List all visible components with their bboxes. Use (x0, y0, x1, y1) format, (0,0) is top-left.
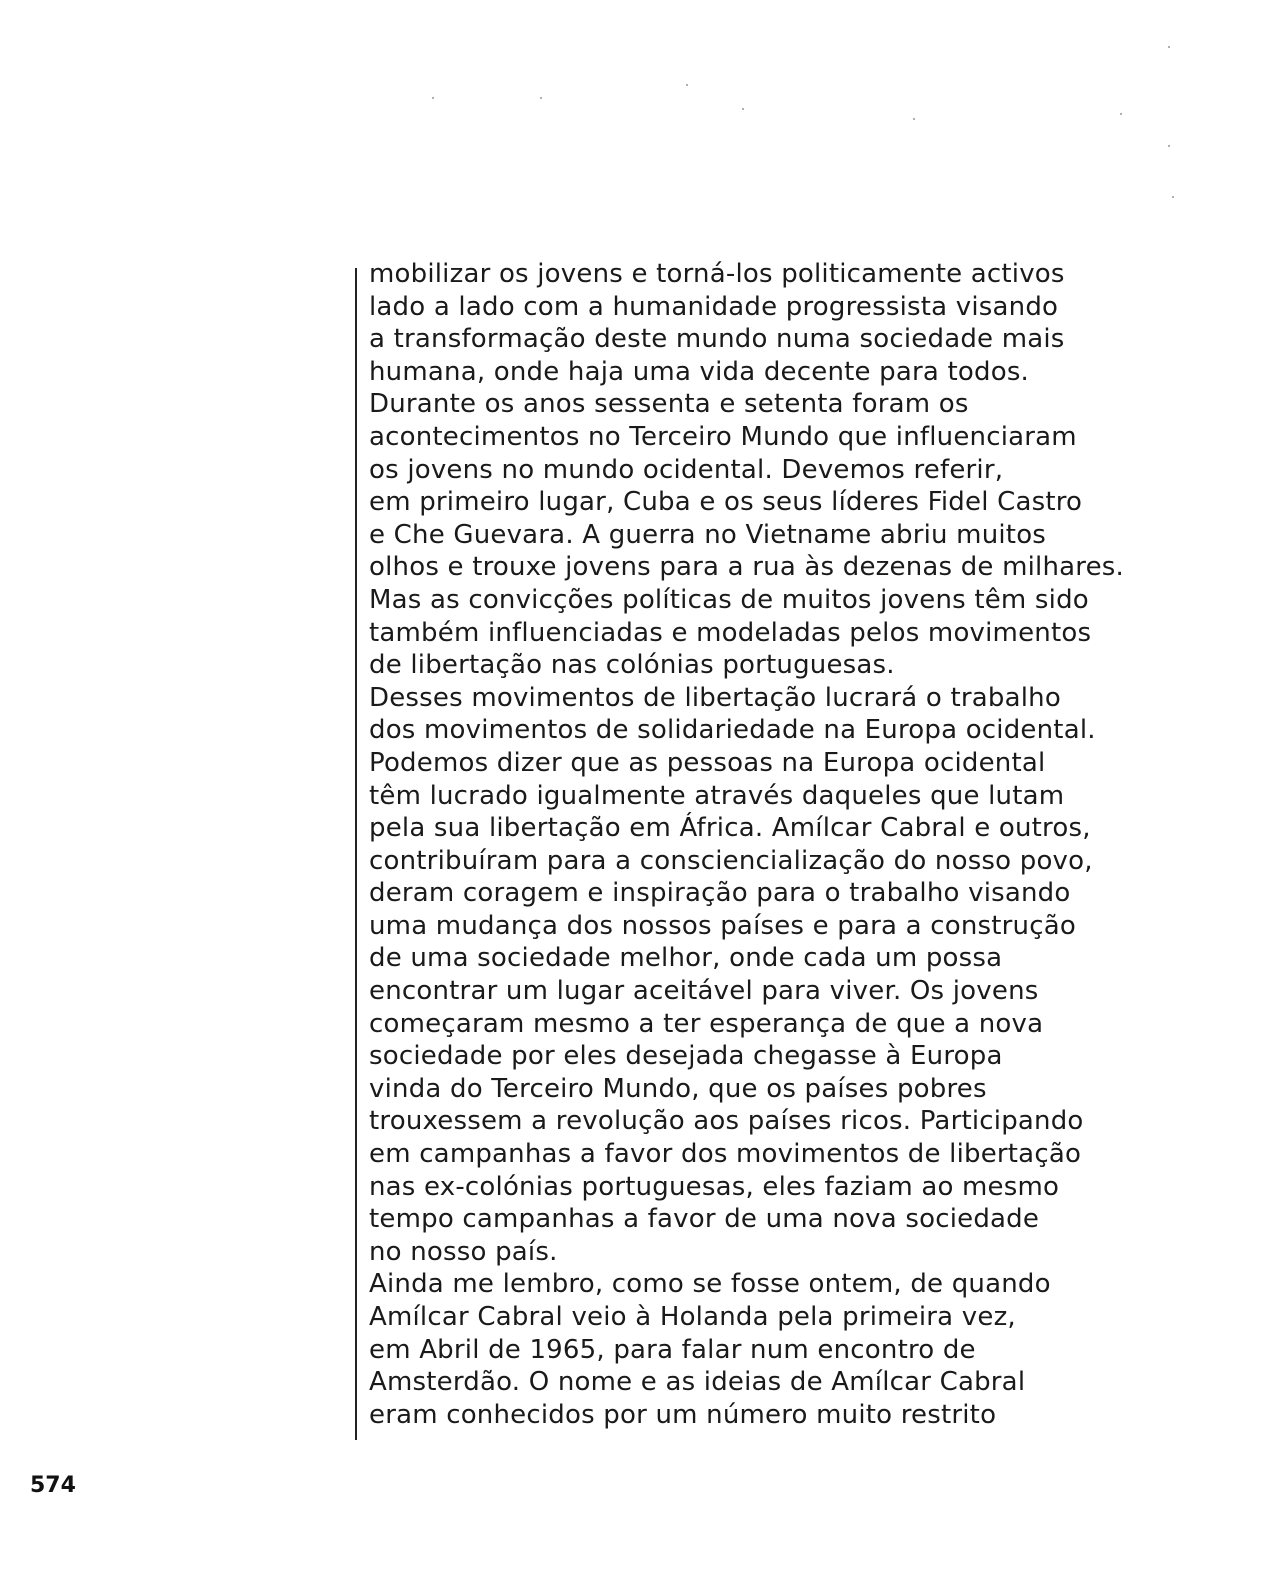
text-line: eram conhecidos por um número muito restrito (369, 1399, 997, 1430)
text-line: contribuíram para a consciencialização do nosso povo, (369, 845, 1093, 876)
scan-speck (686, 84, 688, 86)
text-line: Amsterdão. O nome e as ideias de Amílcar Cabral (369, 1367, 1026, 1398)
text-line: Amílcar Cabral veio à Holanda pela primeira vez, (369, 1302, 1016, 1332)
scan-speck (1168, 46, 1170, 48)
text-line: começaram mesmo a ter esperança de que a nova (369, 1008, 1044, 1039)
text-line: olhos e trouxe jovens para a rua às dezenas de milhares. (369, 552, 1125, 583)
text-line: em primeiro lugar, Cuba e os seus líderes Fidel Castro (369, 487, 1083, 518)
scan-speck (1172, 196, 1174, 198)
text-line: deram coragem e inspiração para o trabalho visando (369, 878, 1071, 909)
body-text (369, 258, 1219, 1431)
text-line: e Che Guevara. A guerra no Vietname abriu muitos (369, 519, 1047, 550)
text-line: no nosso país. (369, 1236, 558, 1267)
text-line: trouxessem a revolução aos países ricos. Participando (369, 1106, 1084, 1137)
text-line: em Abril de 1965, para falar num encontro de (369, 1334, 976, 1365)
text-line: mobilizar os jovens e torná-los politicamente activos (369, 259, 1065, 289)
text-line: Ainda me lembro, como se fosse ontem, de quando (369, 1269, 1051, 1300)
text-line: os jovens no mundo ocidental. Devemos referir, (369, 454, 1004, 485)
text-line: a transformação deste mundo numa sociedade mais (369, 324, 1065, 355)
scan-speck (913, 118, 915, 120)
text-line: nas ex-colónias portuguesas, eles faziam ao mesmo (369, 1171, 1060, 1202)
text-line: vinda do Terceiro Mundo, que os países pobres (369, 1073, 987, 1104)
text-line: humana, onde haja uma vida decente para todos. (369, 356, 1030, 387)
margin-rule (355, 268, 357, 1440)
text-line: Durante os anos sessenta e setenta foram os (369, 389, 969, 420)
text-line: Desses movimentos de libertação lucrará o trabalho (369, 682, 1061, 713)
text-line: de libertação nas colónias portuguesas. (369, 650, 895, 681)
text-line: acontecimentos no Terceiro Mundo que influenciaram (369, 421, 1077, 452)
text-line: dos movimentos de solidariedade na Europa ocidental. (369, 715, 1096, 746)
text-line: encontrar um lugar aceitável para viver. Os jovens (369, 976, 1039, 1007)
text-line: tempo campanhas a favor de uma nova sociedade (369, 1204, 1040, 1235)
scan-speck (540, 97, 542, 99)
scan-speck (432, 97, 434, 99)
text-line: em campanhas a favor dos movimentos de libertação (369, 1139, 1082, 1170)
text-line: de uma sociedade melhor, onde cada um possa (369, 943, 1003, 974)
text-line: têm lucrado igualmente através daqueles que lutam (369, 780, 1065, 811)
text-line: pela sua libertação em África. Amílcar Cabral e outros, (369, 813, 1091, 844)
text-line: também influenciadas e modeladas pelos movimentos (369, 617, 1092, 648)
text-line: Mas as convicções políticas de muitos jovens têm sido (369, 584, 1089, 615)
scan-speck (742, 108, 744, 110)
text-line: Podemos dizer que as pessoas na Europa ocidental (369, 747, 1046, 778)
scan-speck (1168, 145, 1170, 147)
scan-speck (1120, 113, 1122, 115)
text-line: sociedade por eles desejada chegasse à Europa (369, 1041, 1003, 1072)
page-number: 574 (30, 1473, 76, 1498)
text-line: uma mudança dos nossos países e para a construção (369, 910, 1076, 941)
text-line: lado a lado com a humanidade progressista visando (369, 291, 1059, 322)
